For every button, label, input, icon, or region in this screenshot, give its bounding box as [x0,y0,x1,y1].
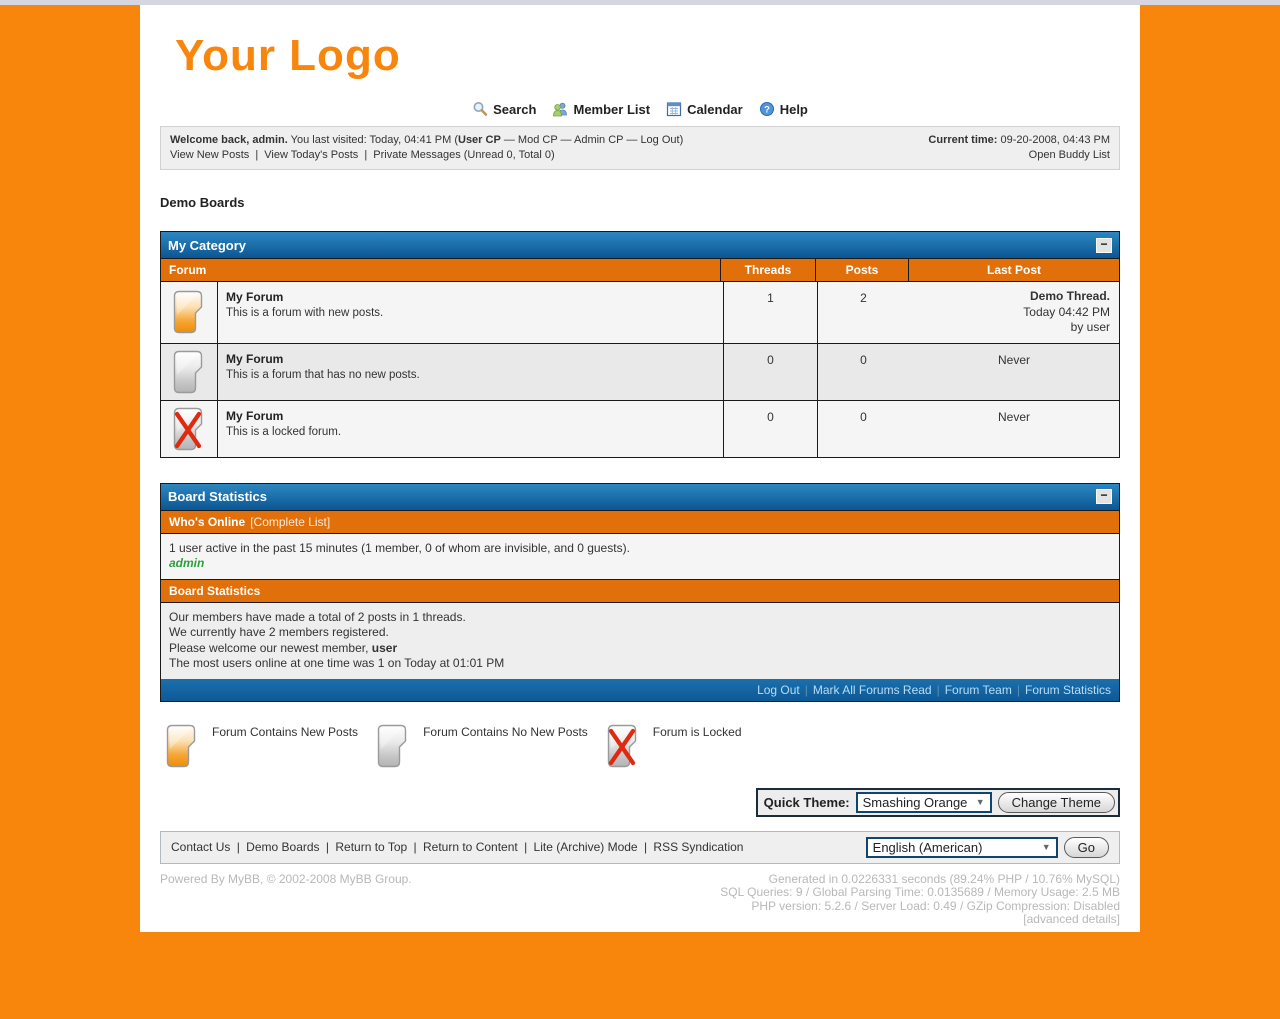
threads-count: 0 [723,344,817,400]
language-select[interactable] [866,837,1058,858]
forum-no-new-posts-icon [376,724,410,768]
board-stats-subheader [161,580,1119,603]
nav-search-label: Search [493,101,537,117]
lite-archive-mode-link[interactable]: Lite (Archive) Mode [533,840,638,854]
column-posts: Posts [815,259,908,281]
nav-help-label: Help [779,101,808,117]
stats-newest-member-line [169,641,1111,657]
newest-member-text: Please welcome our newest member, [169,640,369,655]
stats-posts-line: Our members have made a total of 2 posts in 1 threads. [169,609,466,624]
board-stats-title: Board Statistics [169,583,261,598]
return-to-top-link[interactable]: Return to Top [335,840,408,854]
forum-page-container [140,5,1140,932]
newest-member-link[interactable]: user [371,640,398,655]
welcome-right [928,133,1110,163]
forum-table-header [161,258,1119,282]
separator: | [236,840,240,854]
separator: | [1016,682,1020,697]
posts-count: 0 [817,344,909,400]
calendar-icon [666,101,682,117]
forum-row-locked [161,401,1119,457]
dash: — [560,134,572,146]
last-post-cell: Never [997,409,1030,424]
stats-most-online-line: The most users online at one time was 1 on Today at 01:01 PM [169,656,505,670]
powered-by-text: Powered By MyBB, © 2002-2008 MyBB Group. [160,871,412,886]
page-title: Demo Boards [160,195,245,210]
quick-theme-row [160,788,1120,817]
quick-theme-label: Quick Theme: [763,794,850,810]
forum-locked-icon [606,724,640,768]
statistics-title: Board Statistics [168,489,267,504]
threads-count: 1 [723,282,817,343]
admin-cp-link[interactable]: Admin CP [573,134,624,146]
legend-item-new-posts [165,724,358,768]
log-out-link[interactable]: Log Out [640,134,680,146]
current-time-label: Current time: [928,134,998,146]
welcome-line-1 [170,133,683,148]
theme-selected-value: Smashing Orange [862,794,968,810]
forum-icon-legend [165,724,1120,768]
last-visited-text: You last visited: Today, 04:41 PM ( [290,134,458,146]
forum-row-no-new-posts [161,344,1119,401]
member-list-icon [552,101,568,117]
column-threads: Threads [720,259,815,281]
nav-calendar-link[interactable] [666,101,743,117]
category-table [160,231,1120,458]
threads-count: 0 [723,401,817,457]
forum-team-link[interactable]: Forum Team [944,682,1012,697]
forum-status-cell [161,401,218,457]
forum-no-new-posts-icon [172,350,206,394]
view-todays-posts-link[interactable]: View Today's Posts [264,149,359,161]
forum-new-posts-icon [172,290,206,334]
separator: | [936,682,940,697]
board-stats-body [161,603,1119,679]
change-theme-button[interactable]: Change Theme [998,792,1115,813]
demo-boards-link[interactable]: Demo Boards [246,840,320,854]
whos-online-body [161,534,1119,580]
go-button[interactable]: Go [1064,837,1109,858]
board-statistics-table [160,483,1120,702]
advanced-details-link[interactable]: [advanced details] [1023,912,1120,926]
site-logo[interactable]: Your Logo [175,31,401,80]
category-header [161,232,1119,258]
nav-search-link[interactable] [472,101,536,117]
online-summary: 1 user active in the past 15 minutes (1 member, 0 of whom are invisible, and 0 guests). [169,540,630,555]
language-selected-value: English (American) [872,839,983,855]
stats-members-line: We currently have 2 members registered. [169,625,389,639]
php-version-line: PHP version: 5.2.6 / Server Load: 0.49 / GZip Compression: Disabled [751,898,1120,913]
forum-locked-icon [172,407,206,451]
private-messages-link[interactable]: Private Messages (Unread 0, Total 0) [373,149,555,161]
forum-name-link[interactable]: My Forum [226,408,284,423]
last-post-author-link[interactable]: by user [1070,320,1110,334]
welcome-greeting: Welcome back, admin. [170,134,288,146]
paren-close: ) [679,134,684,146]
legend-label: Forum is Locked [652,724,742,739]
posts-count: 2 [817,282,909,343]
log-out-footer-link[interactable]: Log Out [757,682,800,697]
chevron-down-icon: ▼ [1041,842,1051,852]
whos-online-title: Who's Online [169,514,246,529]
separator: | [325,840,330,854]
forum-status-cell [161,282,218,343]
dash: — [626,134,638,146]
open-buddy-list-link[interactable]: Open Buddy List [1028,149,1110,161]
search-icon [472,101,488,117]
nav-member-list-link[interactable] [552,101,650,117]
welcome-left [170,133,683,163]
forum-statistics-link[interactable]: Forum Statistics [1024,682,1111,697]
collapse-category-button[interactable]: − [1096,238,1112,253]
complete-list-link[interactable]: [Complete List] [250,514,331,529]
separator: | [413,840,417,854]
statistics-footer-bar [161,679,1119,701]
rss-syndication-link[interactable]: RSS Syndication [653,840,744,854]
last-post-cell: Never [997,352,1030,367]
forum-description: This is a forum that has no new posts. [226,368,420,381]
top-navigation [160,101,1120,117]
current-time [928,133,1110,148]
nav-calendar-label: Calendar [687,101,743,117]
chevron-down-icon: ▼ [975,797,985,807]
forum-name-link[interactable]: My Forum [226,290,284,304]
online-user-link[interactable]: admin [169,556,205,570]
forum-info-cell [218,282,723,343]
nav-member-list-label: Member List [573,101,651,117]
forum-name-link[interactable]: My Forum [226,351,284,366]
forum-info-cell [218,344,723,400]
svg-text:?: ? [763,104,770,116]
legend-item-locked [606,724,742,768]
credits-section [160,873,1120,927]
welcome-panel [160,126,1120,170]
forum-description: This is a locked forum. [226,425,342,438]
footer-links [171,840,743,854]
mod-cp-link[interactable]: Mod CP [517,134,558,146]
help-icon [759,101,775,117]
forum-description: This is a forum with new posts. [226,307,384,319]
collapse-statistics-button[interactable]: − [1096,489,1112,504]
welcome-line-2 [170,148,683,163]
legend-label: Forum Contains New Posts [212,724,359,739]
quick-theme-box [756,788,1120,817]
current-time-value: 09-20-2008, 04:43 PM [1000,134,1110,146]
generated-time-line: Generated in 0.0226331 seconds (89.24% PHP / 10.76% MySQL) [768,871,1120,886]
forum-info-cell [218,401,723,457]
posts-count: 0 [817,401,909,457]
generation-stats [720,873,1120,927]
mark-all-forums-read-link[interactable]: Mark All Forums Read [812,682,932,697]
contact-us-link[interactable]: Contact Us [171,840,231,854]
separator: | [804,682,808,697]
separator: | [255,149,259,161]
forum-new-posts-icon [165,724,199,768]
separator: | [524,840,528,854]
language-controls [866,837,1109,858]
statistics-header [161,484,1119,510]
return-to-content-link[interactable]: Return to Content [423,840,518,854]
column-last-post: Last Post [908,259,1119,281]
last-post-time: Today 04:42 PM [1023,304,1110,319]
dash: — [503,134,515,146]
sql-queries-line: SQL Queries: 9 / Global Parsing Time: 0.0135689 / Memory Usage: 2.5 MB [720,885,1120,899]
view-new-posts-link[interactable]: View New Posts [170,149,250,161]
column-forum: Forum [169,263,207,277]
user-cp-link[interactable]: User CP [458,134,501,146]
theme-select[interactable] [856,792,992,813]
separator: | [643,840,648,854]
last-post-thread-link[interactable]: Demo Thread. [1029,289,1110,303]
nav-help-link[interactable] [759,101,808,117]
legend-label: Forum Contains No New Posts [423,724,588,739]
whos-online-header [161,510,1119,534]
legend-item-no-new-posts [376,724,588,768]
footer-bar [160,831,1120,864]
last-post-cell [909,282,1119,343]
forum-status-cell [161,344,218,400]
category-title: My Category [168,237,247,253]
forum-row-new-posts [161,282,1119,344]
separator: | [364,149,368,161]
